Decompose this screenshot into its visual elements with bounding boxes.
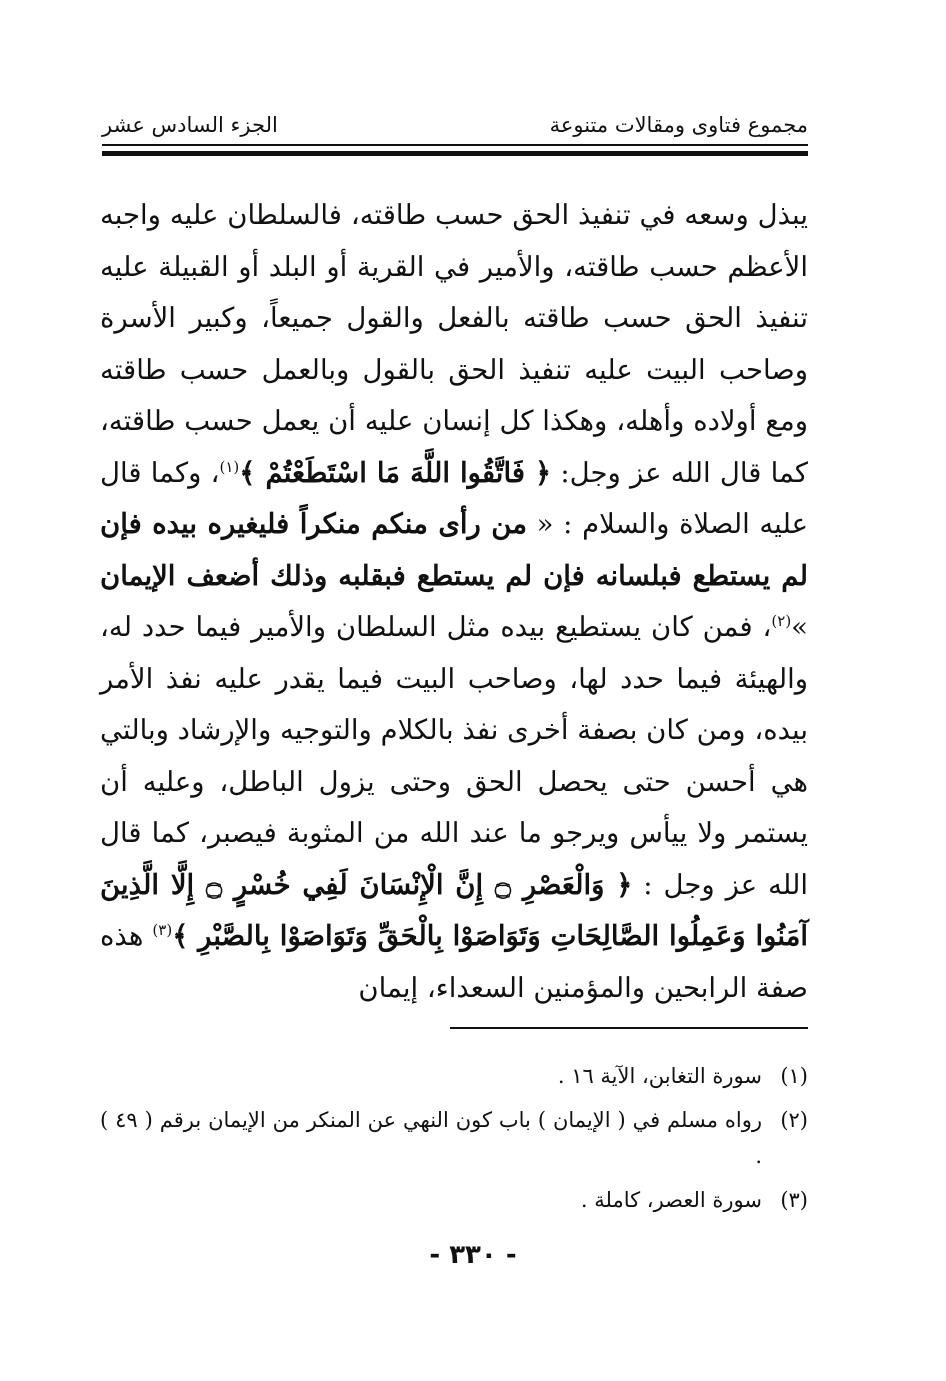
header-rule-thin [102,144,808,146]
footnote-ref: (٣) [152,920,173,939]
page-number: - ٣٣٠ - [429,1240,517,1270]
footnote-text: سورة العصر، كاملة . [580,1188,762,1212]
text-segment: يبذل وسعه في تنفيذ الحق حسب طاقته، فالسلطان عليه واجبه الأعظم حسب طاقته، والأمير في القرية أو البلد أو القبيلة عليه تنفيذ الحق حسب طاقته بالفعل والقول جميعاً، وكبير الأسرة وصاحب البيت عليه تنفيذ الحق بالقول وبالعمل حسب طاقته ومع أولاده وأهله، وهكذا كل إنسان عليه أن يعمل حسب طاقته، كما قال الله عز وجل: [100,199,809,489]
footnote-text: سورة التغابن، الآية ١٦ . [557,1064,762,1088]
footnote-number: (١) [780,1064,808,1088]
volume-label: الجزء السادس عشر [102,113,278,137]
hadith-quote: من رأى منكم منكراً فليغيره بيده فإن لم يستطع فبلسانه فإن لم يستطع فبقلبه وذلك أضعف الإيمان [100,508,808,592]
quran-verse: ﴿ فَاتَّقُوا اللَّهَ مَا اسْتَطَعْتُمْ ﴾ [239,456,552,489]
main-text [100,190,808,1014]
footnote-separator [450,1027,808,1029]
footnote-ref: (١) [219,457,240,476]
text-segment: ، فمن كان يستطيع بيده مثل السلطان والأمير فيما حدد له، والهيئة فيما حدد لها، وصاحب البيت فيما يقدر عليه نفذ الأمر بيده، ومن كان بصفة أخرى نفذ بالكلام والتوجيه والإرشاد وبالتي هي أحسن حتى يحصل الحق وحتى يزول الباطل، وعليه أن يستمر ولا ييأس ويرجو ما عند الله من المثوبة فيصبر، كما قال الله عز وجل : [100,611,808,901]
quran-verse: ﴿ وَالْعَصْرِ ۝ إِنَّ الْإِنْسَانَ لَفِي خُسْرٍ ۝ إِلَّا الَّذِينَ آمَنُوا وَعَمِلُوا الصَّالِحَاتِ وَتَوَاصَوْا بِالْحَقِّ وَتَوَاصَوْا بِالصَّبْرِ ﴾ [100,868,808,952]
book-title: مجموع فتاوى ومقالات متنوعة [549,113,808,137]
header-rule-thick [102,151,808,156]
text-segment: » [791,611,808,643]
footnote-ref: (٢) [771,611,792,630]
footnote-text: رواه مسلم في ( الإيمان ) باب كون النهي عن المنكر من الإيمان برقم ( ٤٩ ) . [100,1108,763,1168]
footnote-number: (٢) [780,1108,808,1132]
footnote-item [100,1182,808,1218]
text-segment: ، وكما قال عليه الصلاة والسلام : « [100,456,808,540]
running-header [102,113,808,137]
footnotes [100,1058,808,1226]
footnote-item [100,1058,808,1094]
footnote-item [100,1102,808,1174]
footnote-number: (٣) [780,1188,808,1212]
text-segment: هذه صفة الرابحين والمؤمنين السعداء، إيمان [100,920,808,1004]
